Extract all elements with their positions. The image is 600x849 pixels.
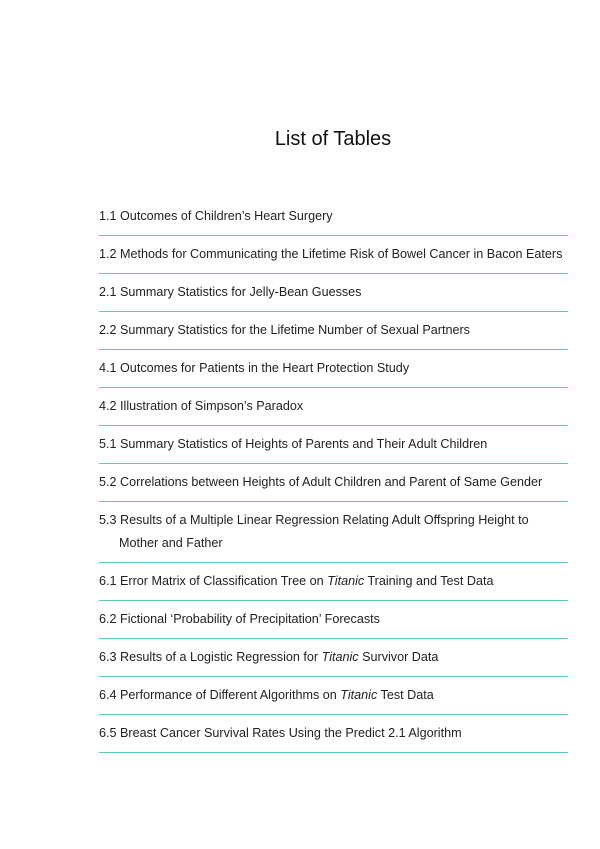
entry-title: Summary Statistics for Jelly-Bean Guesses: [120, 285, 362, 299]
entry-title: Summary Statistics for the Lifetime Number of Sexual Partners: [120, 323, 470, 337]
entry-title-rest: Survivor Data: [358, 650, 439, 664]
entry-title: Summary Statistics of Heights of Parents and Their Adult Children: [120, 437, 488, 451]
table-entry[interactable]: [99, 426, 568, 464]
entry-title: Results of a Logistic Regression for: [120, 650, 322, 664]
entry-title-italic: Titanic: [340, 688, 378, 702]
entry-title: Fictional ‘Probability of Precipitation’ Forecasts: [120, 612, 380, 626]
entry-number: 6.5: [99, 726, 117, 740]
entry-title-continued: Mother and Father: [119, 536, 223, 550]
table-entry[interactable]: [99, 198, 568, 236]
page-title: List of Tables: [274, 128, 392, 150]
entry-title: Error Matrix of Classification Tree on: [120, 574, 328, 588]
table-entry[interactable]: [99, 274, 568, 312]
entry-title: Correlations between Heights of Adult Children and Parent of Same Gender: [120, 475, 543, 489]
entry-number: 1.2: [99, 247, 117, 261]
entry-title: Outcomes of Children’s Heart Surgery: [120, 209, 333, 223]
entry-title-italic: Titanic: [327, 574, 365, 588]
table-entry[interactable]: [99, 236, 568, 274]
table-entry[interactable]: [99, 601, 568, 639]
table-entry[interactable]: [99, 563, 568, 601]
table-entry[interactable]: [99, 312, 568, 350]
table-entry[interactable]: [99, 677, 568, 715]
entry-number: 5.2: [99, 475, 117, 489]
entry-number: 4.2: [99, 399, 117, 413]
entry-title-rest: Training and Test Data: [364, 574, 494, 588]
entry-title: Results of a Multiple Linear Regression Relating Adult Offspring Height to: [120, 513, 529, 527]
table-entry[interactable]: [99, 715, 568, 753]
entry-title: Breast Cancer Survival Rates Using the Predict 2.1 Algorithm: [120, 726, 462, 740]
entry-number: 2.1: [99, 285, 117, 299]
table-entry[interactable]: [99, 350, 568, 388]
entry-number: 2.2: [99, 323, 117, 337]
list-of-tables: [99, 198, 568, 753]
entry-title: Methods for Communicating the Lifetime Risk of Bowel Cancer in Bacon Eaters: [120, 247, 563, 261]
table-entry[interactable]: [99, 502, 568, 563]
entry-number: 1.1: [99, 209, 117, 223]
entry-title: Illustration of Simpson’s Paradox: [120, 399, 304, 413]
entry-number: 6.3: [99, 650, 117, 664]
entry-number: 5.3: [99, 513, 117, 527]
entry-number: 6.2: [99, 612, 117, 626]
entry-number: 6.4: [99, 688, 117, 702]
entry-number: 6.1: [99, 574, 117, 588]
table-entry[interactable]: [99, 639, 568, 677]
entry-title: Outcomes for Patients in the Heart Protection Study: [120, 361, 410, 375]
entry-number: 4.1: [99, 361, 117, 375]
entry-title-rest: Test Data: [377, 688, 434, 702]
table-entry[interactable]: [99, 388, 568, 426]
entry-title-italic: Titanic: [321, 650, 359, 664]
entry-title: Performance of Different Algorithms on: [120, 688, 341, 702]
table-entry[interactable]: [99, 464, 568, 502]
entry-number: 5.1: [99, 437, 117, 451]
